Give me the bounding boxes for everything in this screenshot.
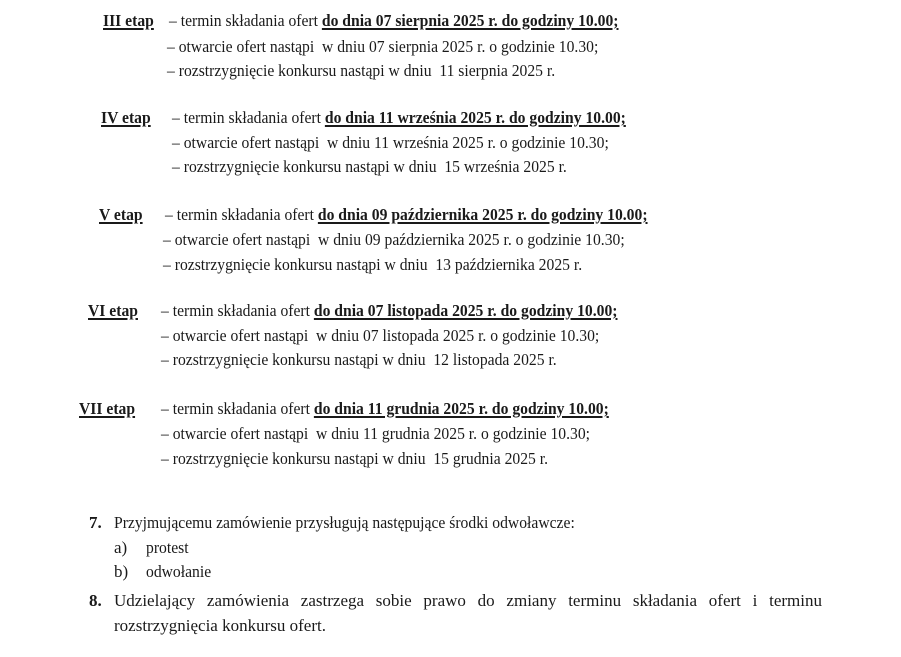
opening-line: – otwarcie ofert nastąpi w dniu 09 października 2025 r. o godzinie 10.30; xyxy=(163,230,625,249)
section-number: 8. xyxy=(89,591,102,610)
opening-line: – otwarcie ofert nastąpi w dniu 11 września 2025 r. o godzinie 10.30; xyxy=(172,133,609,152)
submission-deadline: do dnia 07 listopada 2025 r. do godziny 10.00; xyxy=(313,301,618,320)
opening-line: – otwarcie ofert nastąpi w dniu 11 grudnia 2025 r. o godzinie 10.30; xyxy=(161,424,590,443)
resolution-line: – rozstrzygnięcie konkursu nastąpi w dniu 15 września 2025 r. xyxy=(172,157,567,176)
list-marker: b) xyxy=(114,562,129,581)
submission-prefix: – termin składania ofert xyxy=(169,11,322,30)
opening-line: – otwarcie ofert nastąpi w dniu 07 listopada 2025 r. o godzinie 10.30; xyxy=(161,326,600,345)
stage-label: V etap xyxy=(99,205,143,224)
submission-deadline: do dnia 07 sierpnia 2025 r. do godziny 10.00; xyxy=(321,11,619,30)
submission-deadline: do dnia 11 grudnia 2025 r. do godziny 10.00; xyxy=(313,399,609,418)
resolution-line: – rozstrzygnięcie konkursu nastąpi w dniu 12 listopada 2025 r. xyxy=(161,350,557,369)
resolution-line: – rozstrzygnięcie konkursu nastąpi w dniu 11 sierpnia 2025 r. xyxy=(167,61,556,80)
resolution-line: – rozstrzygnięcie konkursu nastąpi w dniu 15 grudnia 2025 r. xyxy=(161,449,549,468)
stage-label: VII etap xyxy=(79,399,136,418)
section-text: Przyjmującemu zamówienie przysługują następujące środki odwoławcze: xyxy=(114,513,575,532)
resolution-line: – rozstrzygnięcie konkursu nastąpi w dniu 13 października 2025 r. xyxy=(163,255,583,274)
submission-prefix: – termin składania ofert xyxy=(161,399,314,418)
section-text: Udzielający zamówienia zastrzega sobie prawo do zmiany terminu składania ofert i terminu rozstrzygnięcia konkursu ofert. xyxy=(114,591,822,635)
list-marker: a) xyxy=(114,538,128,557)
list-item-text: odwołanie xyxy=(146,562,212,581)
opening-line: – otwarcie ofert nastąpi w dniu 07 sierpnia 2025 r. o godzinie 10.30; xyxy=(167,37,599,56)
stage-label: IV etap xyxy=(101,108,151,127)
submission-deadline: do dnia 09 października 2025 r. do godziny 10.00; xyxy=(317,205,648,224)
submission-deadline: do dnia 11 września 2025 r. do godziny 10.00; xyxy=(324,108,626,127)
stage-label: VI etap xyxy=(88,301,138,320)
submission-prefix: – termin składania ofert xyxy=(165,205,318,224)
submission-prefix: – termin składania ofert xyxy=(161,301,314,320)
submission-prefix: – termin składania ofert xyxy=(172,108,325,127)
list-item-text: protest xyxy=(146,538,189,557)
section-number: 7. xyxy=(89,513,102,532)
stage-label: III etap xyxy=(103,11,154,30)
